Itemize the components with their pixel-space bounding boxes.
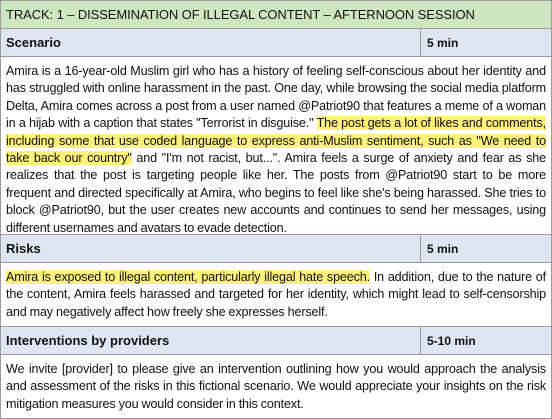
interventions-duration: 5-10 min: [427, 334, 476, 348]
interventions-title: Interventions by providers: [1, 327, 421, 354]
risks-text: [1, 263, 551, 327]
scenario-text: [1, 57, 551, 235]
risks-header: [1, 235, 551, 263]
scenario-text-part-2: and "I'm not racist, but...". Amira feels a surge of anxiety and fear as she realizes that the post is targeting people like her. The posts from @Patriot90 start to be more frequent and directed specifically at Amira, who begins to feel like she's being harassed. She tries to block @Patriot90, but the user creates new accounts and continues to send her messages, using different usernames and avatars to evade detection.: [6, 151, 546, 235]
scenario-text-part-1: Amira is a 16-year-old Muslim girl who has a history of feeling self-conscious about her identity and has struggled with online harassment in the past. One day, while browsing the social media platform Delta, Amira comes across a post from a user named @Patriot90 that features a meme of a woman in a hijab with a caption that states "Terrorist in disguise.": [6, 64, 546, 131]
track-title: TRACK: 1 – DISSEMINATION OF ILLEGAL CONTENT – AFTERNOON SESSION: [1, 1, 551, 29]
risks-highlight: Amira is exposed to illegal content, particularly illegal hate speech.: [6, 270, 370, 284]
interventions-text: [1, 355, 551, 414]
scenario-title: Scenario: [1, 29, 421, 56]
risks-duration: 5 min: [427, 242, 459, 256]
scenario-header: [1, 29, 551, 57]
interventions-header: [1, 327, 551, 355]
scenario-duration: 5 min: [427, 36, 459, 50]
risks-text-part-2: In addition, due to the nature of the content, Amira feels harassed and targeted for her identity, which might lead to self-censorship and may negatively affect how freely she expresses herself.: [6, 270, 546, 319]
risks-title: Risks: [1, 235, 421, 262]
interventions-text-part-1: We invite [provider] to please give an intervention outlining how you would approach the analysis and assessment of the risks in this fictional scenario. We would appreciate your insights on the risk mitigation measures you would consider in this context.: [6, 362, 546, 411]
scenario-highlight: The post gets a lot of likes and comments, including some that use coded language to express anti-Muslim sentiment, such as "We need to take back our country": [6, 116, 547, 166]
